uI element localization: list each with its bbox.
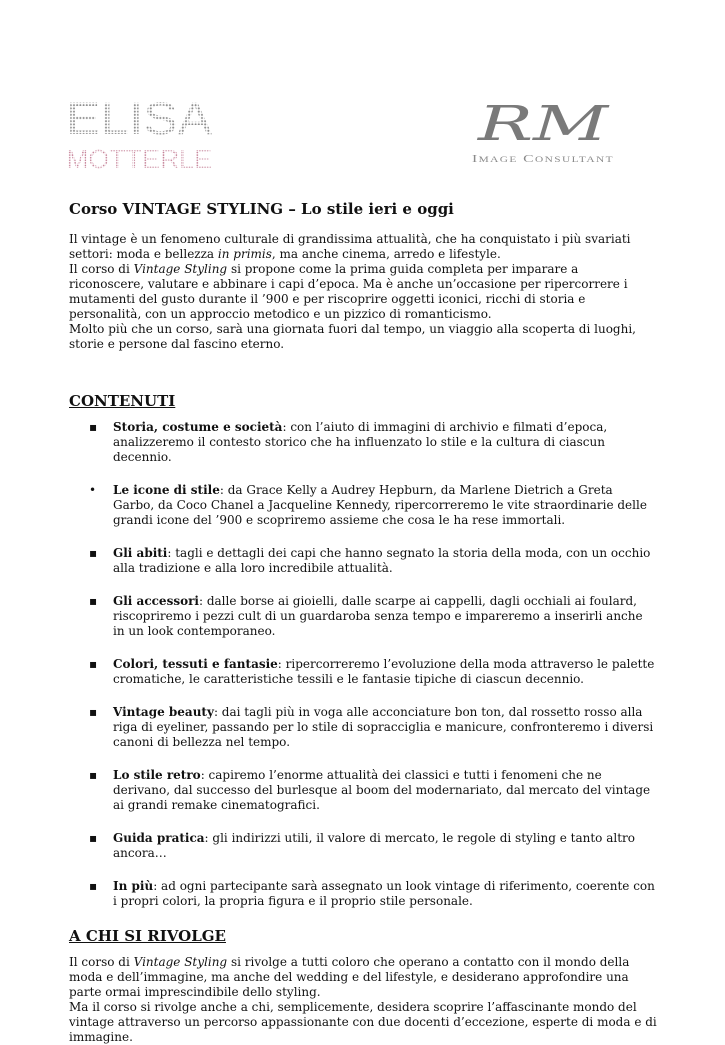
elisa-motterle-logo — [66, 94, 212, 170]
contents-heading: CONTENUTI — [69, 392, 176, 410]
list-item: ▪ Guida pratica: gli indirizzi utili, il valore di mercato, le regole di styling e tanto altro ancora… — [89, 831, 635, 860]
rm-image-consultant-logo — [470, 92, 615, 168]
logo-elisa-text: ELISA — [66, 94, 212, 144]
intro-paragraph: Il corso di Vintage Styling si propone come la prima guida completa per imparare a riconoscere, valutare e abbinare i capi d’epoca. Ma è anche un’occasione per ripercorrere i mutamenti del gusto durante il ’900 e per riscoprire oggetti iconici, ricchi di storia e personalità, con un approccio metodico e un pizzico di romanticismo. — [69, 262, 628, 321]
bullet-icon: ▪ — [89, 705, 98, 719]
list-item: ▪ Lo stile retro: capiremo l’enorme attualità dei classici e tutti i fenomeni che ne derivano, dal successo del burlesque al boom del modernariato, dal mercato del vintage ai grandi remake cinematografici. — [89, 768, 651, 812]
bullet-icon: ▪ — [89, 546, 98, 560]
audience-section — [69, 955, 657, 1045]
bullet-icon: • — [89, 483, 97, 497]
list-item: ▪ Storia, costume e società: con l’aiuto di immagini di archivio e filmati d’epoca, analizzeremo il contesto storico che ha influenzato lo stile e la cultura di ciascun decennio. — [89, 420, 608, 464]
document-body — [69, 200, 657, 1045]
logo-rm-monogram: RM — [476, 96, 611, 152]
list-item: ▪ Colori, tessuti e fantasie: ripercorreremo l’evoluzione della moda attraverso le palette cromatiche, le caratteristiche tessili e le fantasie tipiche di ciascun decennio. — [89, 657, 655, 686]
bullet-icon: ▪ — [89, 594, 98, 608]
list-item: ▪ Gli accessori: dalle borse ai gioielli, dalle scarpe ai cappelli, dagli occhiali ai foulard, riscopriremo i pezzi cult di un guardaroba senza tempo e impareremo a inserirli anche in un look contemporaneo. — [89, 594, 643, 638]
list-item: ▪ Gli abiti: tagli e dettagli dei capi che hanno segnato la storia della moda, con un occhio alla tradizione e alla loro incredibile attualità. — [89, 546, 651, 575]
list-item: ▪ In più: ad ogni partecipante sarà assegnato un look vintage di riferimento, coerente con i propri colori, la propria figura e il proprio stile personale. — [89, 879, 655, 908]
logo-rm-subtitle: Image Consultant — [472, 153, 614, 165]
intro-paragraph: Molto più che un corso, sarà una giornata fuori dal tempo, un viaggio alla scoperta di luoghi, storie e persone dal fascino eterno. — [69, 322, 636, 351]
audience-paragraph: Il corso di Vintage Styling si rivolge a tutti coloro che operano a contatto con il mondo della moda e dell’immagine, ma anche del wedding e del lifestyle, e desiderano approfondire una parte ormai imprescindibile dello styling. — [69, 955, 630, 999]
intro-paragraph: Il vintage è un fenomeno culturale di grandissima attualità, che ha conquistato i più svariati settori: moda e bellezza in primis, ma anche cinema, arredo e lifestyle. — [69, 232, 631, 261]
list-item: • Le icone di stile: da Grace Kelly a Audrey Hepburn, da Marlene Dietrich a Greta Garbo, da Coco Chanel a Jacqueline Kennedy, ripercorreremo le vite straordinarie delle grandi icone del ’900 e scopriremo assieme che cosa le ha rese immortali. — [89, 483, 647, 527]
audience-heading: A CHI SI RIVOLGE — [69, 927, 226, 945]
bullet-icon: ▪ — [89, 768, 98, 782]
audience-paragraph: Ma il corso si rivolge anche a chi, semplicemente, desidera scoprire l’affascinante mondo del vintage attraverso un percorso appassionante con due docenti d’eccezione, esperte di moda e di immagine. — [69, 1000, 657, 1044]
bullet-icon: ▪ — [89, 879, 98, 893]
logo-motterle-text: MOTTERLE — [66, 144, 212, 170]
contents-list — [69, 420, 657, 909]
intro-section — [69, 232, 657, 352]
bullet-icon: ▪ — [89, 420, 98, 434]
bullet-icon: ▪ — [89, 831, 98, 845]
document-title: Corso VINTAGE STYLING – Lo stile ieri e oggi — [69, 200, 454, 218]
bullet-icon: ▪ — [89, 657, 98, 671]
list-item: ▪ Vintage beauty: dai tagli più in voga alle acconciature bon ton, dal rossetto rosso alla riga di eyeliner, passando per lo stile di sopracciglia e manicure, confronteremo i diversi canoni di bellezza nel tempo. — [89, 705, 654, 749]
